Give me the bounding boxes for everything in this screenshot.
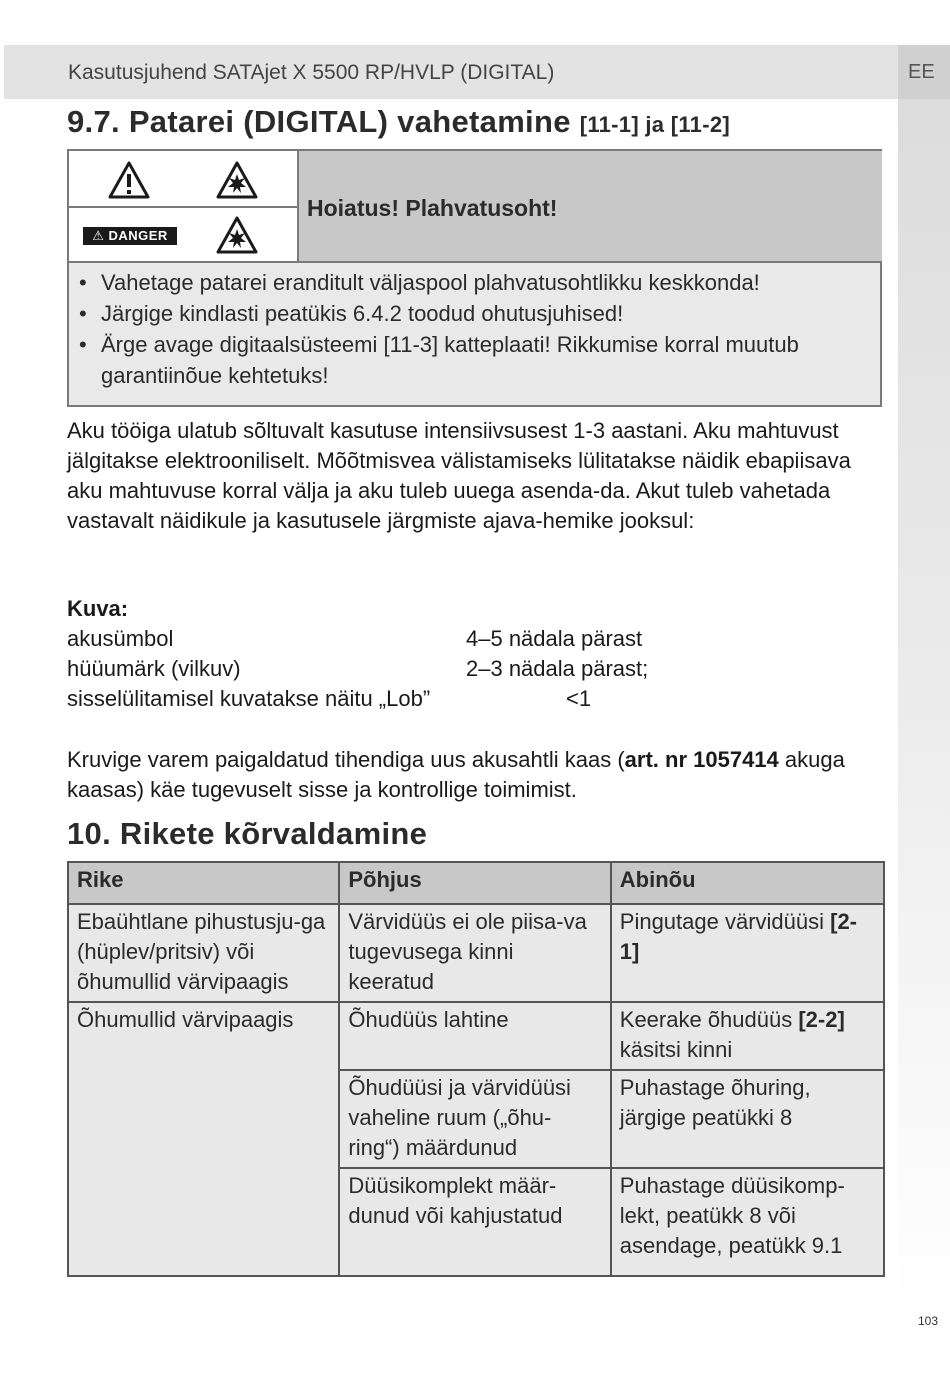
section-title-troubleshooting: 10. Rikete kõrvaldamine <box>67 816 428 851</box>
page-number: 103 <box>918 1314 939 1328</box>
display-row-name: akusümbol <box>67 626 174 651</box>
header-bar <box>4 45 898 99</box>
side-strip <box>898 99 950 1309</box>
warning-list <box>73 267 873 391</box>
remedy-cell: Puhastage õhuring, järgige peatükki 8 <box>611 1070 884 1168</box>
warning-item: • Vahetage patarei eranditult väljaspool plahvatusohtlikku keskkonda! <box>73 267 873 298</box>
warning-heading: Hoiatus! Plahvatusoht! <box>307 195 558 221</box>
table-row <box>68 1002 884 1070</box>
display-row-value: 4–5 nädala pärast <box>466 626 643 651</box>
document-title: Kasutusjuhend SATAjet X 5500 RP/HVLP (DIGITAL) <box>68 61 555 84</box>
section-title-text: 9.7. Patarei (DIGITAL) vahetamine <box>67 104 571 139</box>
fault-cell: Ebaühtlane pihustusju-ga (hüplev/pritsiv) või õhumullid värvipaagis <box>68 904 339 1002</box>
explosion-hazard-icon <box>215 160 259 200</box>
cause-cell: Õhudüüs lahtine <box>339 1002 610 1070</box>
warning-heading-panel <box>299 151 882 263</box>
warning-item: • Ärge avage digitaalsüsteemi [11-3] katteplaati! Rikkumise korral muutub garantiinõue kehtetuks! <box>73 329 873 391</box>
icons-divider <box>69 206 297 208</box>
cause-cell: Düüsikomplekt määr-dunud või kahjustatud <box>339 1168 610 1276</box>
section-title-refs: [11-1] ja [11-2] <box>579 112 731 137</box>
language-label: EE <box>908 61 935 83</box>
warning-icons-panel <box>69 151 299 263</box>
remedy-cell: Pingutage värvidüüsi [2-1] <box>611 904 884 1002</box>
danger-badge: ⚠ DANGER <box>83 227 177 245</box>
column-header-remedy: Abinõu <box>611 862 884 904</box>
section-title-battery <box>67 104 730 140</box>
display-row-name: hüüumärk (vilkuv) <box>67 656 241 681</box>
language-tab <box>898 45 950 99</box>
display-label: Kuva: <box>67 596 129 621</box>
cause-cell: Õhudüüsi ja värvidüüsi vaheline ruum („õhu-ring“) määrdunud <box>339 1070 610 1168</box>
warning-item: • Järgige kindlasti peatükis 6.4.2 toodud ohutusjuhised! <box>73 298 873 329</box>
warning-box <box>67 149 882 407</box>
display-row-value: 2–3 nädala pärast; <box>466 656 649 681</box>
remedy-cell: Keerake õhudüüs [2-2] käsitsi kinni <box>611 1002 884 1070</box>
warning-triangle-icon <box>107 160 151 200</box>
display-row-value: <1 <box>566 686 592 711</box>
battery-cover-paragraph: Kruvige varem paigaldatud tihendiga uus akusahtli kaas (art. nr 1057414 akuga kaasas) käe tugevuselt sisse ja kontrollige toimimist. <box>67 747 845 802</box>
column-header-fault: Rike <box>68 862 339 904</box>
explosion-hazard-icon <box>215 215 259 255</box>
table-row <box>68 904 884 1002</box>
display-row-name: sisselülitamisel kuvatakse näitu „Lob” <box>67 686 431 711</box>
remedy-cell: Puhastage düüsikomp-lekt, peatükk 8 või asendage, peatükk 9.1 <box>611 1168 884 1276</box>
fault-cell: Õhumullid värvipaagis <box>68 1002 339 1276</box>
column-header-cause: Põhjus <box>339 862 610 904</box>
table-header-row <box>68 862 884 904</box>
article-number: art. nr 1057414 <box>624 747 779 772</box>
cause-cell: Värvidüüs ei ole piisa-va tugevusega kinni keeratud <box>339 904 610 1002</box>
troubleshooting-table <box>67 861 885 1277</box>
battery-life-paragraph: Aku tööiga ulatub sõltuvalt kasutuse intensiivsusest 1-3 aastani. Aku mahtuvust jälgitakse elektrooniliselt. Mõõtmisvea välistamiseks lülitatakse näidik ebapiisava aku mahtuvuse korral välja ja aku tuleb uuega asenda-da. Akut tuleb vahetada vastavalt näidikule ja kasutusele järgmiste ajava-hemike jooksul: <box>67 418 851 533</box>
